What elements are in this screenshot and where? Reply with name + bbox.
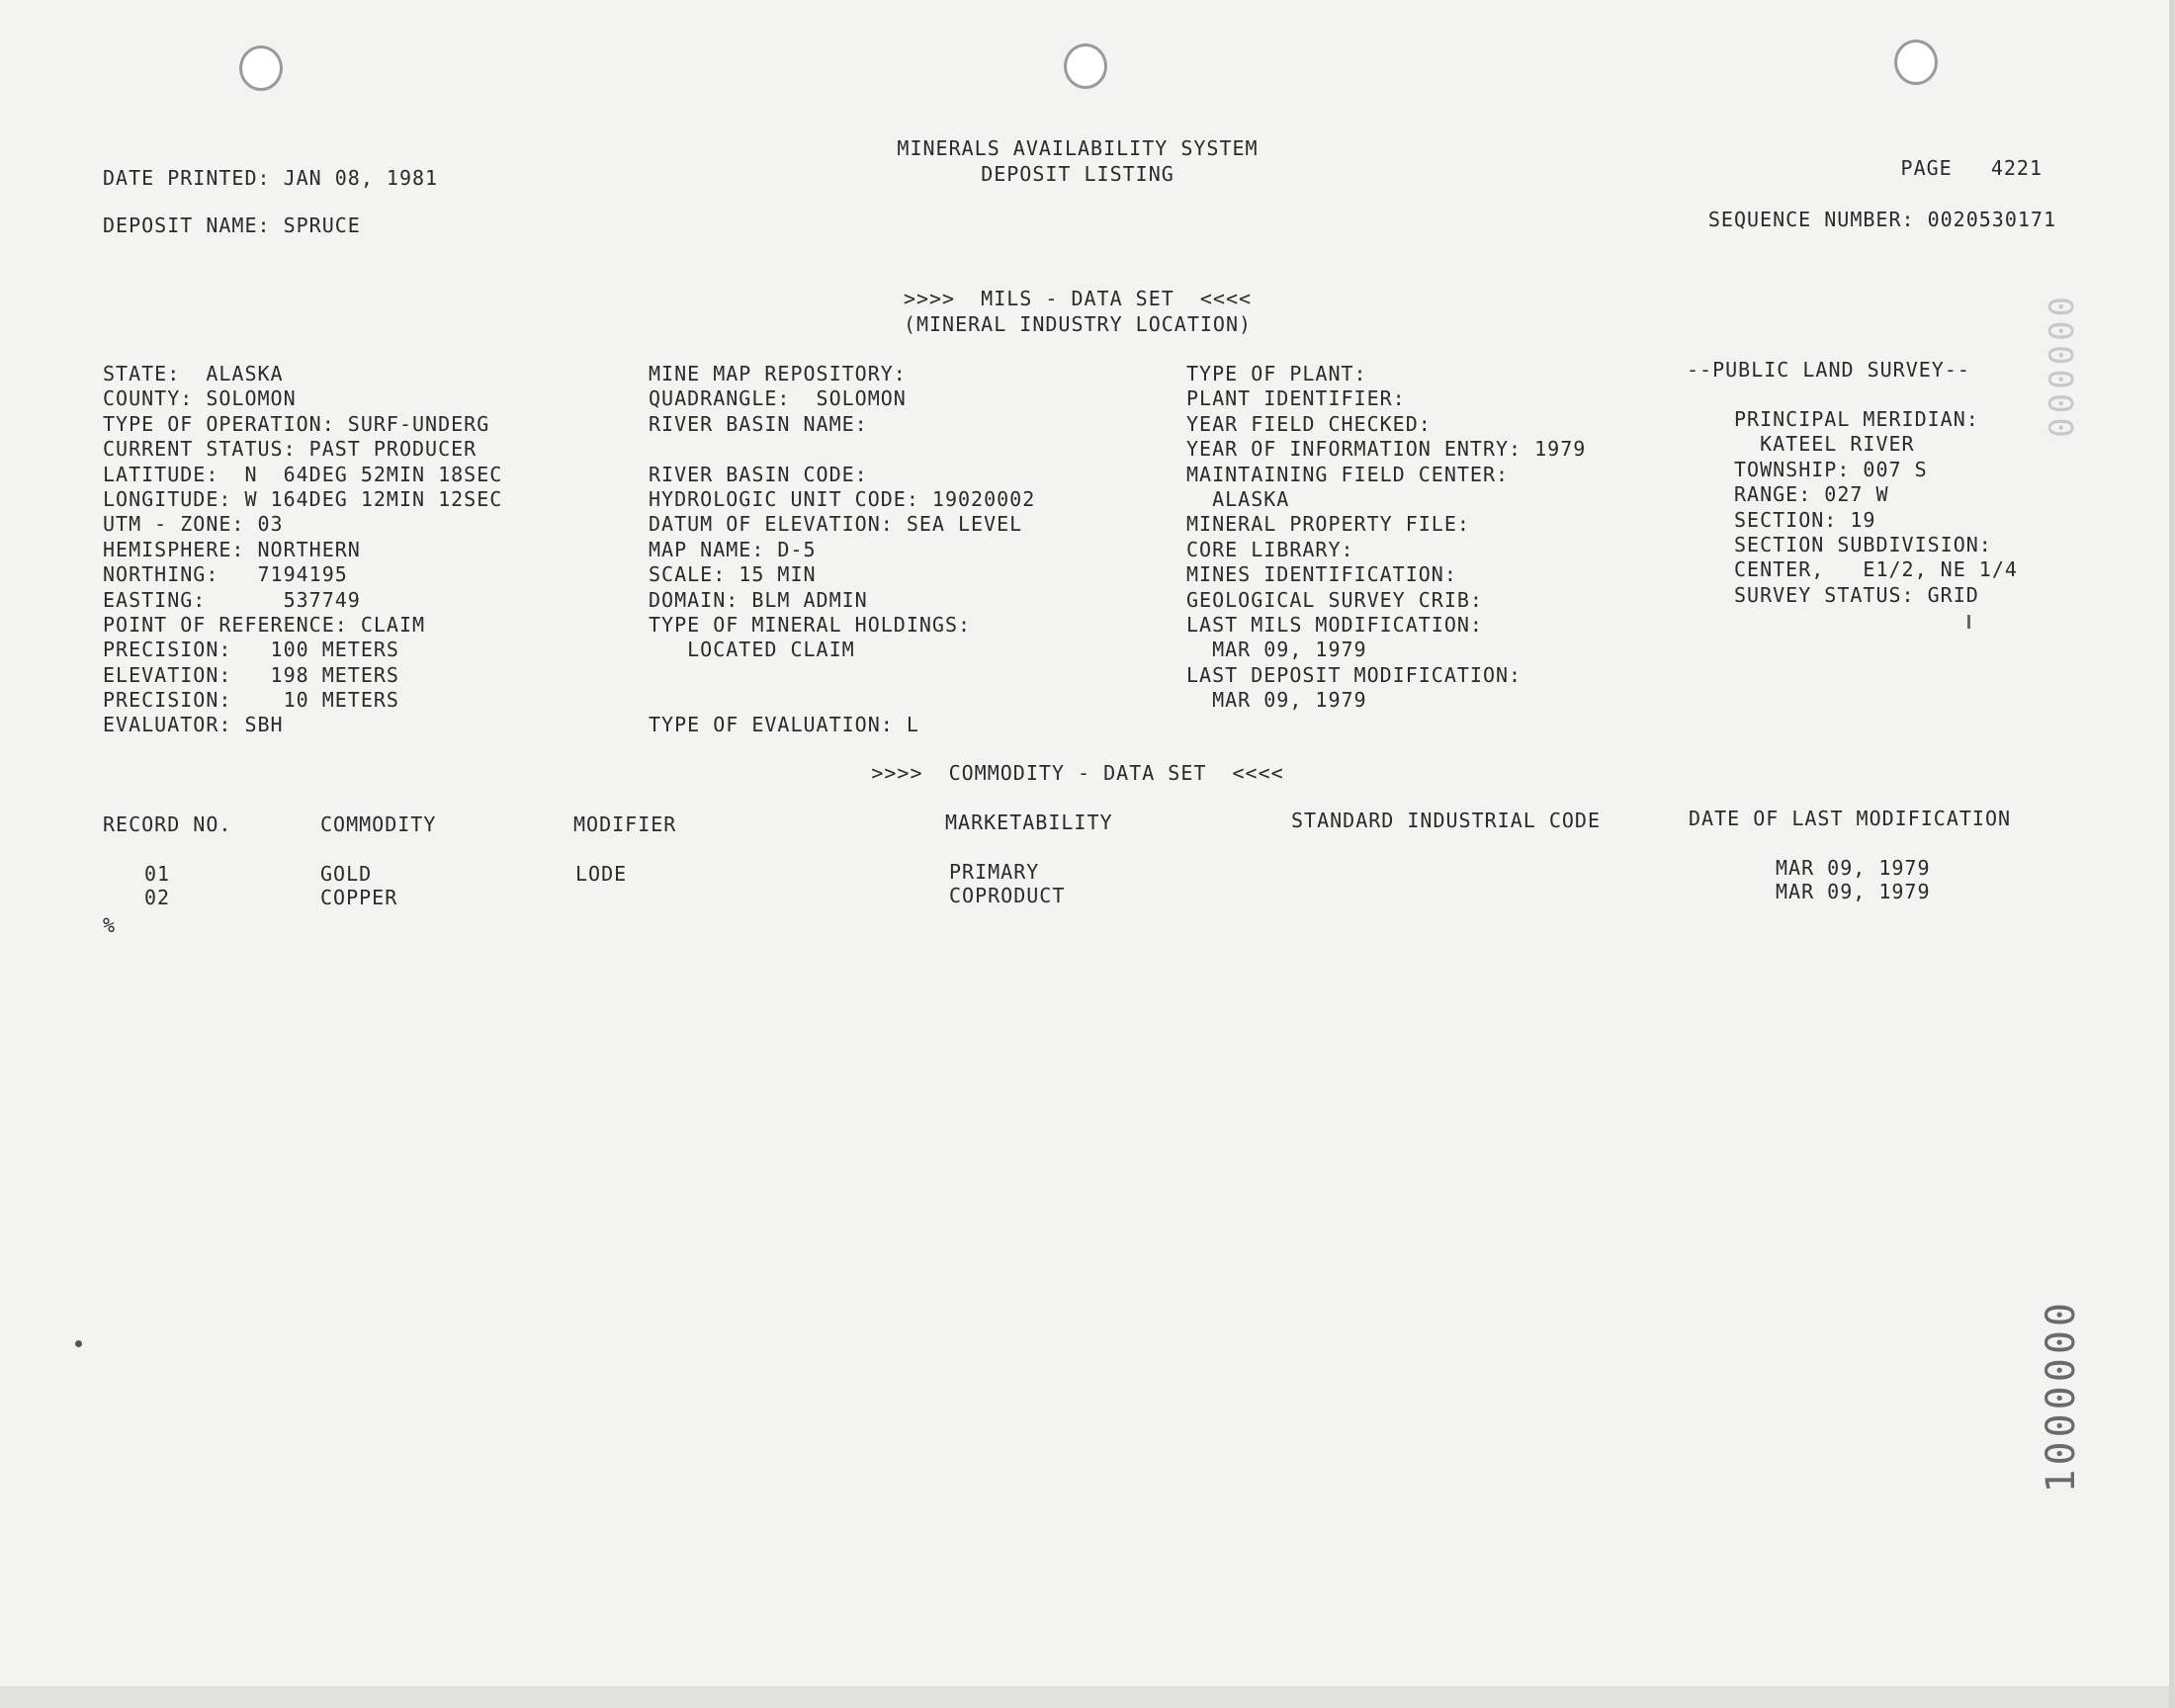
field-line: MAP NAME: D-5 bbox=[649, 537, 817, 561]
header-date-modified: DATE OF LAST MODIFICATION bbox=[1689, 807, 2012, 830]
binder-hole-center bbox=[1064, 43, 1107, 89]
header-modifier: MODIFIER bbox=[573, 812, 677, 836]
field-line bbox=[649, 663, 1035, 688]
binder-hole-right bbox=[1894, 40, 1938, 85]
field-line: COUNTY: SOLOMON bbox=[103, 386, 297, 411]
field-line: ELEVATION: 198 METERS bbox=[103, 662, 399, 687]
field-line: POINT OF REFERENCE: CLAIM bbox=[103, 612, 426, 637]
field-line: HYDROLOGIC UNIT CODE: 19020002 bbox=[649, 486, 1036, 511]
binder-hole-left bbox=[239, 45, 283, 91]
field-line: MAINTAINING FIELD CENTER: bbox=[1186, 462, 1510, 486]
field-line: TYPE OF MINERAL HOLDINGS: bbox=[649, 612, 972, 637]
header-sic: STANDARD INDUSTRIAL CODE bbox=[1291, 809, 1601, 832]
field-line: TYPE OF OPERATION: SURF-UNDERG bbox=[103, 411, 490, 436]
mils-title: >>>> MILS - DATA SET <<<< bbox=[903, 287, 1253, 310]
system-title: MINERALS AVAILABILITY SYSTEM bbox=[897, 136, 1259, 160]
field-line: LAST DEPOSIT MODIFICATION: bbox=[1186, 662, 1522, 687]
field-line bbox=[649, 437, 1035, 462]
field-line: RIVER BASIN CODE: bbox=[649, 462, 868, 486]
commodity-title: >>>> COMMODITY - DATA SET <<<< bbox=[871, 761, 1284, 785]
cell-record-no: 01 bbox=[144, 862, 171, 886]
field-line: TOWNSHIP: 007 S bbox=[1734, 457, 1928, 481]
field-line: CURRENT STATUS: PAST PRODUCER bbox=[103, 437, 478, 462]
field-line: EVALUATOR: SBH bbox=[103, 713, 284, 737]
field-line: SECTION: 19 bbox=[1734, 507, 1876, 532]
cell-modifier: LODE bbox=[575, 862, 628, 886]
header-commodity: COMMODITY bbox=[320, 812, 437, 836]
header-record-no: RECORD NO. bbox=[103, 812, 232, 836]
public-land-survey-heading: --PUBLIC LAND SURVEY-- bbox=[1687, 358, 1970, 382]
field-line: KATEEL RIVER bbox=[1734, 432, 1915, 457]
field-line: ALASKA bbox=[1186, 486, 1290, 511]
frame-stamp: 1000000 bbox=[2039, 1299, 2084, 1494]
field-line: MAR 09, 1979 bbox=[1186, 688, 1367, 713]
mils-subtitle: (MINERAL INDUSTRY LOCATION) bbox=[903, 312, 1253, 336]
field-line: EASTING: 537749 bbox=[103, 587, 361, 612]
cell-marketability: PRIMARY bbox=[949, 860, 1040, 884]
field-line: SURVEY STATUS: GRID bbox=[1734, 582, 1979, 607]
location-column-1 bbox=[103, 362, 502, 738]
cell-commodity: GOLD bbox=[320, 862, 373, 886]
field-line: HEMISPHERE: NORTHERN bbox=[103, 537, 361, 561]
field-line: PRECISION: 10 METERS bbox=[103, 688, 399, 713]
field-line: PRINCIPAL MERIDIAN: bbox=[1734, 407, 1979, 431]
field-line: QUADRANGLE: SOLOMON bbox=[649, 386, 907, 411]
field-line: RIVER BASIN NAME: bbox=[649, 411, 868, 436]
date-printed: DATE PRINTED: JAN 08, 1981 bbox=[103, 166, 439, 190]
field-line: RANGE: 027 W bbox=[1734, 482, 1889, 507]
field-line: LATITUDE: N 64DEG 52MIN 18SEC bbox=[103, 462, 503, 486]
field-line: NORTHING: 7194195 bbox=[103, 562, 348, 587]
cell-date: MAR 09, 1979 bbox=[1776, 880, 1931, 903]
sequence-number: SEQUENCE NUMBER: 0020530171 bbox=[1707, 208, 2056, 231]
field-line: LONGITUDE: W 164DEG 12MIN 12SEC bbox=[103, 486, 503, 511]
location-column-2 bbox=[649, 362, 1035, 738]
scan-edge bbox=[0, 1686, 2175, 1708]
field-line: PLANT IDENTIFIER: bbox=[1186, 386, 1406, 411]
paper-speck bbox=[75, 1340, 82, 1347]
header-marketability: MARKETABILITY bbox=[945, 811, 1113, 834]
field-line: YEAR FIELD CHECKED: bbox=[1186, 411, 1432, 436]
field-line: MINES IDENTIFICATION: bbox=[1186, 562, 1457, 587]
field-line: PRECISION: 100 METERS bbox=[103, 638, 399, 662]
field-line: DATUM OF ELEVATION: SEA LEVEL bbox=[649, 512, 1023, 537]
field-line: LOCATED CLAIM bbox=[649, 638, 855, 662]
frame-stamp-faint: 000000 bbox=[2043, 293, 2082, 438]
field-line: CENTER, E1/2, NE 1/4 bbox=[1734, 557, 2018, 582]
field-line: GEOLOGICAL SURVEY CRIB: bbox=[1186, 587, 1483, 612]
field-line: MINE MAP REPOSITORY: bbox=[649, 362, 907, 385]
location-column-3 bbox=[1186, 362, 1586, 713]
field-line: MAR 09, 1979 bbox=[1186, 638, 1367, 662]
cell-marketability: COPRODUCT bbox=[949, 884, 1066, 907]
field-line: LAST MILS MODIFICATION: bbox=[1186, 612, 1483, 637]
listing-title: DEPOSIT LISTING bbox=[981, 162, 1174, 186]
field-line bbox=[649, 688, 1035, 713]
field-line: YEAR OF INFORMATION ENTRY: 1979 bbox=[1186, 437, 1587, 462]
paper-speck bbox=[1967, 615, 1970, 629]
public-land-survey-column bbox=[1734, 407, 2018, 608]
field-line: STATE: ALASKA bbox=[103, 362, 284, 385]
field-line: TYPE OF PLANT: bbox=[1186, 362, 1367, 385]
page-number: PAGE 4221 bbox=[1900, 156, 2043, 180]
field-line: SCALE: 15 MIN bbox=[649, 562, 817, 587]
field-line: SECTION SUBDIVISION: bbox=[1734, 532, 1992, 556]
field-line: UTM - ZONE: 03 bbox=[103, 512, 284, 537]
cell-date: MAR 09, 1979 bbox=[1776, 856, 1931, 880]
field-line: DOMAIN: BLM ADMIN bbox=[649, 587, 868, 612]
field-line: MINERAL PROPERTY FILE: bbox=[1186, 512, 1470, 537]
field-line: CORE LIBRARY: bbox=[1186, 537, 1354, 561]
field-line: TYPE OF EVALUATION: L bbox=[649, 713, 919, 737]
cell-commodity: COPPER bbox=[320, 886, 398, 909]
end-marker: % bbox=[103, 913, 117, 937]
deposit-name: DEPOSIT NAME: SPRUCE bbox=[103, 214, 361, 237]
cell-record-no: 02 bbox=[144, 886, 171, 909]
